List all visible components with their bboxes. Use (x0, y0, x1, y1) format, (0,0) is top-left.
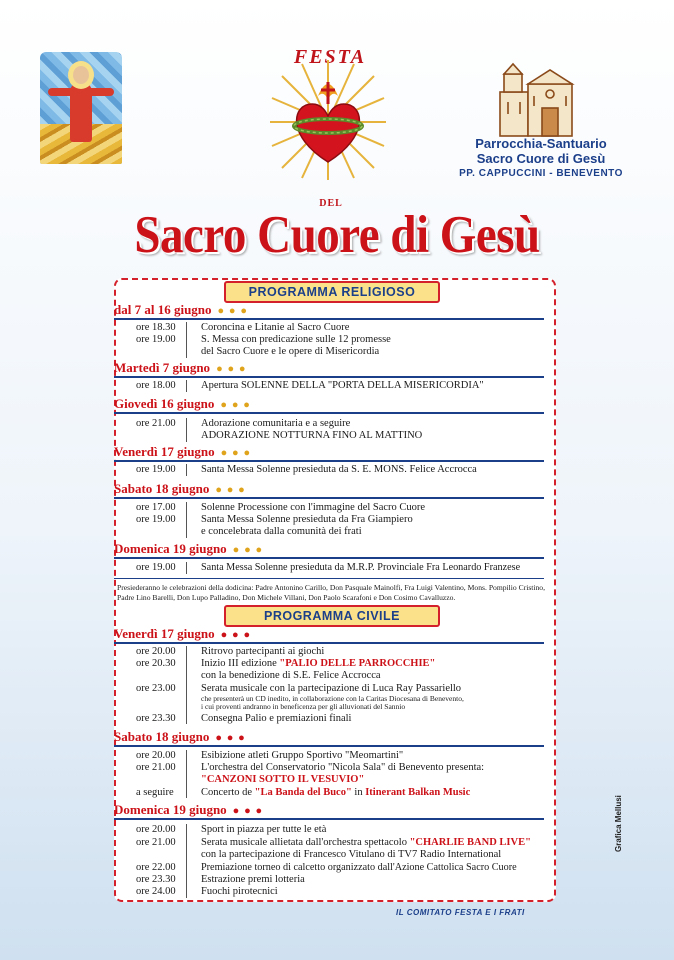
civile-date-1: Venerdì 17 giugno ● ● ● (114, 626, 252, 641)
del-label: DEL (319, 198, 343, 209)
event-text: Serata musicale con la partecipazione di Luca Ray Passariello (201, 683, 462, 694)
graphic-credit: Grafica Mellusi (614, 795, 623, 852)
religioso-date-3: Giovedì 16 giugno ● ● ● (114, 396, 251, 411)
divider (114, 642, 544, 644)
dots-icon: ● ● ● (215, 484, 246, 496)
religioso-date-6: Domenica 19 giugno ● ● ● (114, 541, 264, 556)
event-time: ore 20.30 (136, 658, 176, 669)
church-icon (494, 62, 582, 138)
event-time: ore 22.00 (136, 862, 176, 873)
event-text: con la partecipazione di Francesco Vitulano di TV7 Radio International (201, 849, 502, 860)
divider (114, 818, 544, 820)
divider (114, 460, 544, 462)
event-time: ore 21.00 (136, 762, 176, 773)
divider (186, 418, 187, 442)
dots-icon: ● ● ● (220, 447, 252, 459)
divider (114, 578, 544, 579)
page-title: Sacro Cuore di Gesù (134, 205, 540, 265)
event-note: che presenterà un CD inedito, in collaborazione con la Caritas Diocesana di Benevento, (201, 694, 464, 703)
event-note: i cui proventi andranno in beneficenza per gli alluvionati del Sannio (201, 702, 406, 711)
event-text: Solenne Processione con l'immagine del Sacro Cuore (201, 502, 426, 513)
event-text: Consegna Palio e premiazioni finali (201, 713, 352, 724)
religioso-date-1: dal 7 al 16 giugno ● ● ● (114, 302, 248, 317)
religioso-date-5: Sabato 18 giugno ● ● ● (114, 481, 246, 496)
event-text: S. Messa con predicazione sulle 12 promesse (201, 334, 391, 345)
dots-icon: ● ● ● (220, 399, 251, 411)
dots-icon: ● ● ● (232, 805, 264, 817)
religioso-banner: PROGRAMMA RELIGIOSO (224, 281, 440, 303)
divider (186, 380, 187, 392)
stained-glass-image (40, 52, 122, 164)
dots-icon: ● ● ● (216, 363, 247, 375)
divider (186, 562, 187, 574)
divider (186, 750, 187, 798)
religioso-date-4: Venerdì 17 giugno ● ● ● (114, 444, 252, 459)
festa-label: FESTA (293, 46, 367, 68)
dots-icon: ● ● ● (220, 629, 252, 641)
event-time: ore 23.30 (136, 713, 176, 724)
event-time: ore 19.00 (136, 334, 176, 345)
divider (186, 502, 187, 538)
event-time: ore 19.00 (136, 514, 176, 525)
event-text: Santa Messa Solenne presieduta da M.R.P. Provinciale Fra Leonardo Franzese (201, 562, 521, 573)
event-text: Apertura SOLENNE DELLA "PORTA DELLA MISERICORDIA" (201, 380, 484, 391)
event-text: Adorazione comunitaria e a seguire (201, 418, 351, 429)
divider (114, 557, 544, 559)
event-time: ore 18.00 (136, 380, 176, 391)
celebrants-note: Presiederanno le celebrazioni della dodicina: Padre Antonino Carillo, Don Pasquale Mainolfi, Fra Luigi Valentino, Mons. Pompilio Cristino, Padre Lino Barelli, Don Lupo Palladino, Don Michele Villani, Don Paolo Scarafoni e Don Cosimo Cavalluzzo. (117, 583, 545, 602)
event-text: Premiazione torneo di calcetto organizzato dall'Azione Cattolica Sacro Cuore (201, 862, 517, 873)
civile-date-3: Domenica 19 giugno ● ● ● (114, 802, 264, 817)
event-text: ADORAZIONE NOTTURNA FINO AL MATTINO (201, 430, 423, 441)
divider (186, 824, 187, 898)
event-text: "CANZONI SOTTO IL VESUVIO" (201, 774, 365, 785)
event-text: Ritrovo partecipanti ai giochi (201, 646, 325, 657)
divider (114, 412, 544, 414)
event-text: Santa Messa Solenne presieduta da S. E. MONS. Felice Accrocca (201, 464, 477, 475)
event-text: con la benedizione di S.E. Felice Accrocca (201, 670, 381, 681)
parish-location: PP. CAPPUCCINI - BENEVENTO (459, 168, 623, 179)
event-text: del Sacro Cuore e le opere di Misericordia (201, 346, 380, 357)
event-time: ore 19.00 (136, 464, 176, 475)
divider (186, 464, 187, 476)
event-text: Esibizione atleti Gruppo Sportivo "Meomartini" (201, 750, 404, 761)
event-text: Serata musicale allietata dall'orchestra spettacolo "CHARLIE BAND LIVE" (201, 837, 531, 848)
divider (186, 322, 187, 358)
event-text: Inizio III edizione "PALIO DELLE PARROCCHIE" (201, 658, 436, 669)
event-time: a seguire (136, 787, 174, 798)
event-text: Coroncina e Litanie al Sacro Cuore (201, 322, 350, 333)
footer-signature: IL COMITATO FESTA E I FRATI (396, 908, 525, 917)
event-time: ore 20.00 (136, 824, 176, 835)
dots-icon: ● ● ● (232, 544, 264, 556)
event-time: ore 18.30 (136, 322, 176, 333)
event-text: Concerto de "La Banda del Buco" in Itinerant Balkan Music (201, 787, 471, 798)
divider (186, 646, 187, 724)
divider (114, 376, 544, 378)
event-time: ore 21.00 (136, 837, 176, 848)
religioso-date-2: Martedì 7 giugno ● ● ● (114, 360, 247, 375)
divider (114, 497, 544, 499)
event-time: ore 19.00 (136, 562, 176, 573)
event-text: L'orchestra del Conservatorio "Nicola Sala" di Benevento presenta: (201, 762, 485, 773)
event-time: ore 23.30 (136, 874, 176, 885)
divider (114, 318, 544, 320)
dots-icon: ● ● ● (215, 732, 246, 744)
event-text: Estrazione premi lotteria (201, 874, 305, 885)
event-time: ore 23.00 (136, 683, 176, 694)
civile-date-2: Sabato 18 giugno ● ● ● (114, 729, 246, 744)
civile-banner: PROGRAMMA CIVILE (224, 605, 440, 627)
event-text: Fuochi pirotecnici (201, 886, 278, 897)
event-text: Santa Messa Solenne presieduta da Fra Giampiero (201, 514, 413, 525)
event-time: ore 20.00 (136, 750, 176, 761)
event-time: ore 21.00 (136, 418, 176, 429)
event-time: ore 17.00 (136, 502, 176, 513)
event-time: ore 20.00 (136, 646, 176, 657)
divider (114, 745, 544, 747)
event-text: e concelebrata dalla comunità dei frati (201, 526, 362, 537)
dots-icon: ● ● ● (217, 305, 248, 317)
sacred-heart-icon (266, 52, 390, 182)
event-time: ore 24.00 (136, 886, 176, 897)
parish-name: Parrocchia-Santuario Sacro Cuore di Gesù (475, 136, 607, 166)
event-text: Sport in piazza per tutte le età (201, 824, 327, 835)
